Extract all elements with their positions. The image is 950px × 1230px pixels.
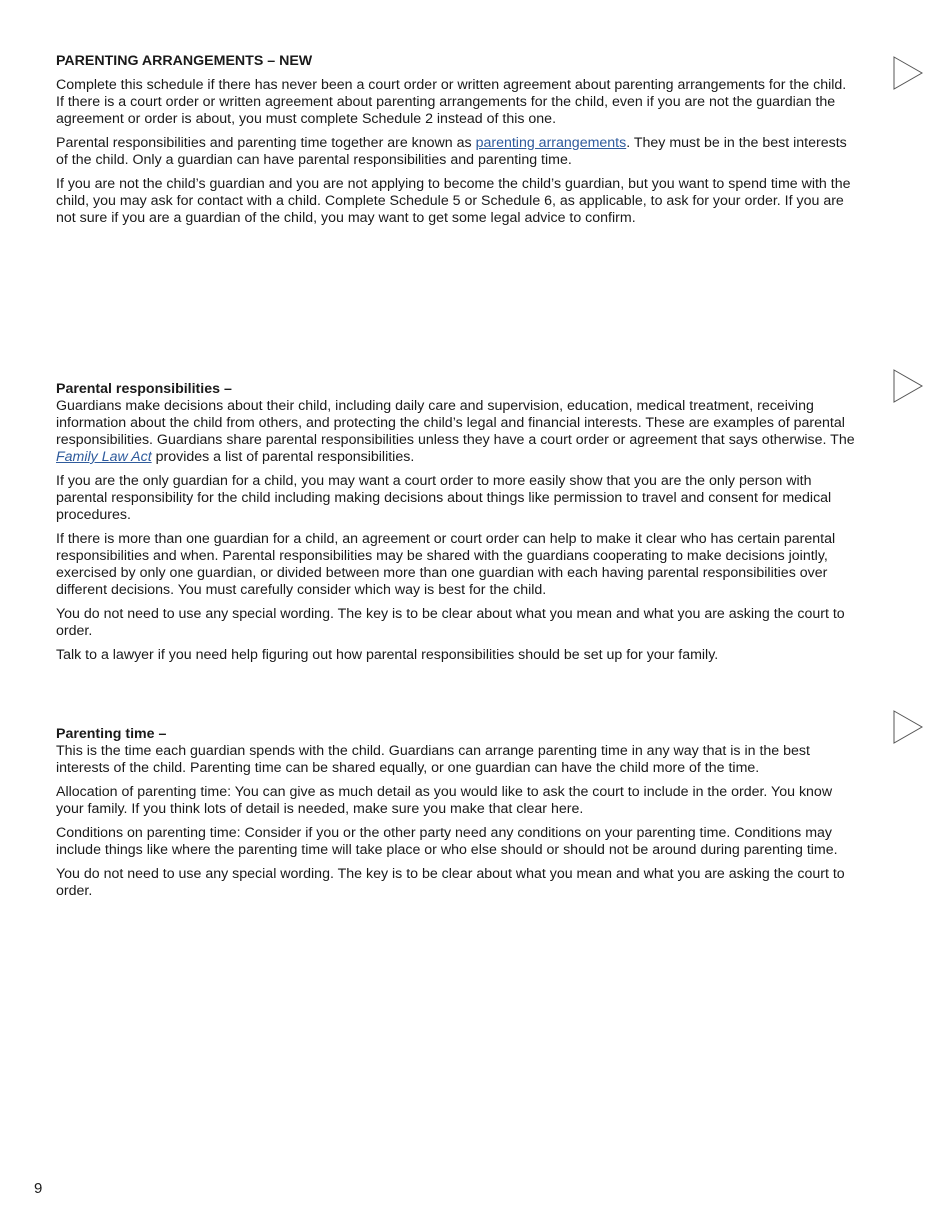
paragraph: Complete this schedule if there has never been a court order or written agreement about parenting arrangements for the child. If there is a court order or written agreement about parenting arrangements for the child, even if you are not the guardian the agreement or order is about, you must complete Schedule 2 instead of this one. (56, 77, 847, 127)
section-heading: Parenting time – (56, 726, 167, 742)
section-parenting-time (56, 726, 856, 907)
text: Parental responsibilities and parenting time together are known as (56, 135, 476, 151)
play-triangle-icon[interactable] (893, 56, 923, 90)
paragraph: Talk to a lawyer if you need help figuring out how parental responsibilities should be set up for your family. (56, 647, 719, 663)
paragraph: Conditions on parenting time: Consider if you or the other party need any conditions on your parenting time. Conditions may include things like where the parenting time will take place or who else should or should not be around during parenting time. (56, 825, 838, 858)
paragraph: Allocation of parenting time: You can give as much detail as you would like to ask the court to include in the order. You know your family. If you think lots of detail is needed, make sure you make that clear here. (56, 784, 833, 817)
paragraph: You do not need to use any special wording. The key is to be clear about what you mean and what you are asking the court to order. (56, 606, 845, 639)
text: . They must be in the best interests of the child. Only a guardian can have parental responsibilities and parenting time. (56, 135, 847, 168)
paragraph (56, 135, 856, 169)
paragraph (56, 398, 856, 466)
section-heading: Parental responsibilities – (56, 381, 232, 397)
parenting-arrangements-link[interactable]: parenting arrangements (475, 135, 627, 151)
section-parental-responsibilities (56, 381, 856, 671)
play-triangle-icon[interactable] (893, 710, 923, 744)
play-triangle-icon[interactable] (893, 369, 923, 403)
section-heading: PARENTING ARRANGEMENTS – NEW (56, 53, 313, 69)
text: provides a list of parental responsibilities. (151, 449, 415, 465)
section-parenting-arrangements-new (56, 53, 856, 234)
page-number: 9 (34, 1180, 43, 1197)
paragraph: If you are the only guardian for a child, you may want a court order to more easily show that you are the only person with parental responsibility for the child including making decisions about things like permission to travel and consent for medical procedures. (56, 473, 832, 523)
paragraph: If you are not the child’s guardian and you are not applying to become the child’s guardian, but you want to spend time with the child, you may ask for contact with a child. Complete Schedule 5 or Schedule 6, as applicable, to ask for your order. If you are not sure if you are a guardian of the child, you may want to get some legal advice to confirm. (56, 176, 851, 226)
text: Guardians make decisions about their child, including daily care and supervision, education, medical treatment, receiving information about the child from others, and protecting the child’s legal and financial interests. These are examples of parental responsibilities. Guardians share parental responsibilities unless they have a court order or agreement that says otherwise. The (56, 398, 855, 448)
paragraph: You do not need to use any special wording. The key is to be clear about what you mean and what you are asking the court to order. (56, 866, 845, 899)
paragraph: This is the time each guardian spends with the child. Guardians can arrange parenting time in any way that is in the best interests of the child. Parenting time can be shared equally, or one guardian can have the child more of the time. (56, 743, 810, 776)
family-law-act-link[interactable]: Family Law Act (56, 449, 152, 465)
paragraph: If there is more than one guardian for a child, an agreement or court order can help to make it clear who has certain parental responsibilities and when. Parental responsibilities may be shared with the guardians cooperating to make decisions jointly, exercised by only one guardian, or divided between more than one guardian with each having parental responsibilities over different decisions. You must carefully consider which way is best for the child. (56, 531, 836, 598)
